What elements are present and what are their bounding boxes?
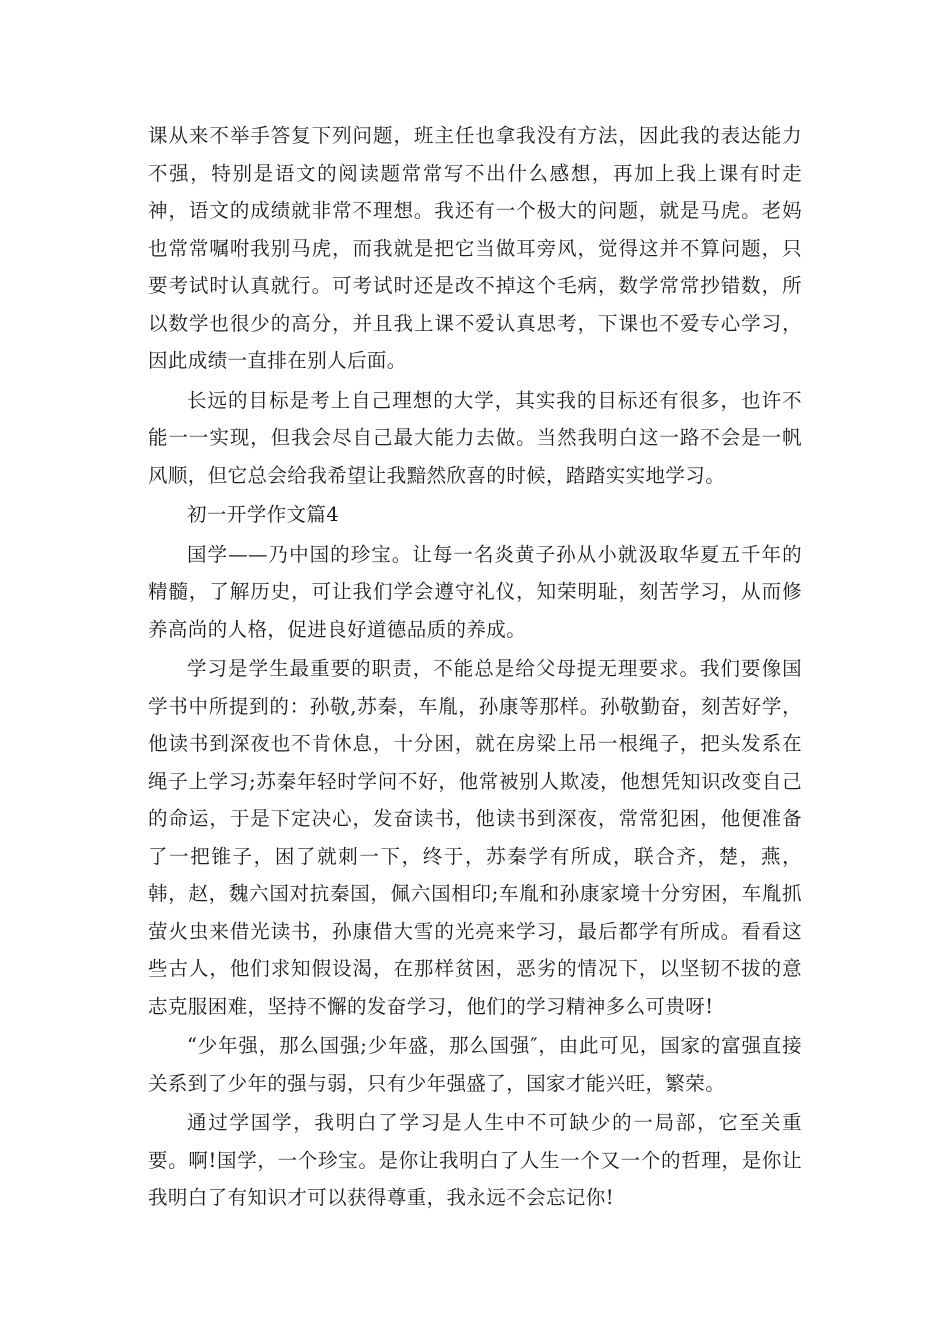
paragraph-long-term-goal: 长远的目标是考上自己理想的大学，其实我的目标还有很多，也许不能一一实现，但我会尽自己最大能力去做。当然我明白这一路不会是一帆风顺，但它总会给我希望让我黯然欣喜的时候，踏踏实实地学习。	[148, 388, 802, 487]
paragraph-conclusion: 通过学国学，我明白了学习是人生中不可缺少的一局部，它至关重要。啊!国学，一个珍宝。是你让我明白了人生一个又一个的哲理，是你让我明白了有知识才可以获得尊重，我永远不会忘记你!	[148, 1111, 802, 1209]
paragraph-guoxue-intro: 国学——乃中国的珍宝。让每一名炎黄子孙从小就汲取华夏五千年的精髓，了解历史，可让我们学会遵守礼仪，知荣明耻，刻苦学习，从而修养高尚的人格，促进良好道德品质的养成。	[148, 542, 802, 641]
paragraph-study-duty: 学习是学生最重要的职责，不能总是给父母提无理要求。我们要像国学书中所提到的：孙敬,苏秦，车胤，孙康等那样。孙敬勤奋，刻苦好学，他读书到深夜也不肯休息，十分困，就在房梁上吊一根绳子，把头发系在绳子上学习;苏秦年轻时学问不好，他常被别人欺凌，他想凭知识改变自己的命运，于是下定决心，发奋读书，他读书到深夜，常常犯困，他便准备了一把锥子，困了就刺一下，终于，苏秦学有所成，联合齐，楚，燕，韩，赵，魏六国对抗秦国，佩六国相印;车胤和孙康家境十分穷困，车胤抓萤火虫来借光读书，孙康借大雪的光亮来学习，最后都学有所成。看看这些古人，他们求知假设渴，在那样贫困，恶劣的情况下，以坚韧不拔的意志克服困难，坚持不懈的发奋学习，他们的学习精神多么可贵呀!	[148, 657, 802, 1018]
paragraph-youth-strong: “少年强，那么国强;少年盛，那么国强″，由此可见，国家的富强直接关系到了少年的强与弱，只有少年强盛了，国家才能兴旺，繁荣。	[148, 1034, 802, 1095]
paragraph-continued: 课从来不举手答复下列问题，班主任也拿我没有方法，因此我的表达能力不强，特别是语文的阅读题常常写不出什么感想，再加上我上课有时走神，语文的成绩就非常不理想。我还有一个极大的问题，就是马虎。老妈也常常嘱咐我别马虎，而我就是把它当做耳旁风，觉得这并不算问题，只要考试时认真就行。可考试时还是改不掉这个毛病，数学常常抄错数，所以数学也很少的高分，并且我上课不爱认真思考，下课也不爱专心学习，因此成绩一直排在别人后面。	[148, 124, 802, 372]
document-body	[148, 117, 802, 1219]
section-title: 初一开学作文篇4	[187, 503, 340, 526]
